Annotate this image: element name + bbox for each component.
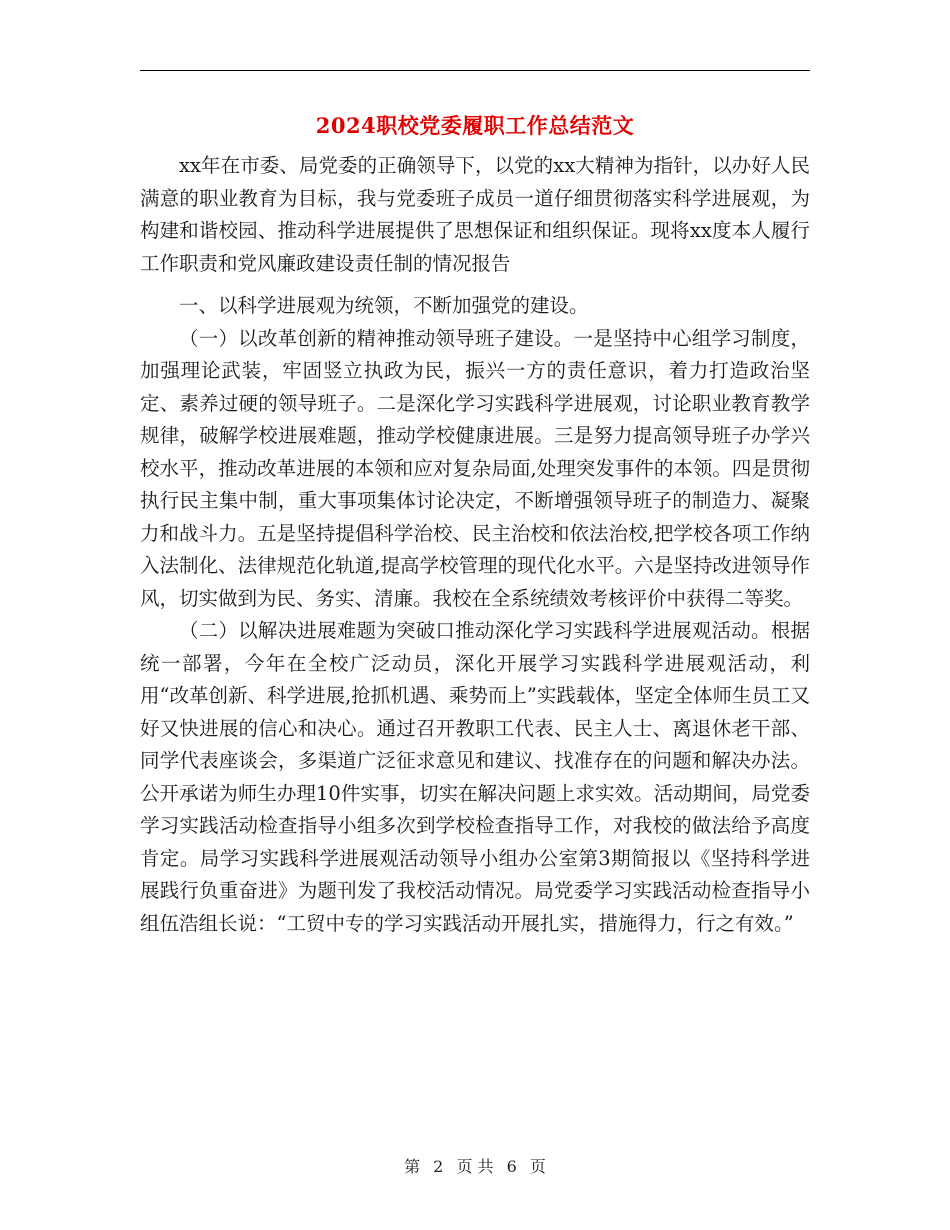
footer-suffix: 页 (529, 1157, 546, 1176)
paragraph-intro: xx年在市委、局党委的正确领导下，以党的xx大精神为指针，以办好人民满意的职业教育为目标，我与党委班子成员一道仔细贯彻落实科学进展观，为构建和谐校园、推动科学进展提供了思想保证和组织保证。现将xx度本人履行工作职责和党风廉政建设责任制的情况报告 (140, 154, 810, 275)
document-title: 2024职校党委履职工作总结范文 (315, 113, 635, 138)
footer-current-page: 2 (433, 1157, 444, 1176)
footer-prefix: 第 (404, 1157, 421, 1176)
document-body (140, 150, 810, 940)
paragraph-subsection-2: （二）以解决进展难题为突破口推动深化学习实践科学进展观活动。根据统一部署，今年在全校广泛动员，深化开展学习实践科学进展观活动，利用“改革创新、科学进展,抢抓机遇、乘势而上”实践载体，坚定全体师生员工又好又快进展的信心和决心。通过召开教职工代表、民主人士、离退休老干部、同学代表座谈会，多渠道广泛征求意见和建议、找准存在的问题和解决办法。公开承诺为师生办理10件实事，切实在解决问题上求实效。活动期间，局党委学习实践活动检查指导小组多次到学校检查指导工作，对我校的做法给予高度肯定。局学习实践科学进展观活动领导小组办公室第3期简报以《坚持科学进展践行负重奋进》为题刊发了我校活动情况。局党委学习实践活动检查指导小组伍浩组长说：“工贸中专的学习实践活动开展扎实，措施得力，行之有效。” (140, 619, 810, 935)
footer-total-pages: 6 (506, 1157, 517, 1176)
page-footer (0, 1154, 950, 1177)
header-rule (140, 70, 810, 71)
paragraph-subsection-1: （一）以改革创新的精神推动领导班子建设。一是坚持中心组学习制度，加强理论武装，牢固竖立执政为民，振兴一方的责任意识，着力打造政治坚定、素养过硬的领导班子。二是深化学习实践科学进展观，讨论职业教育教学规律，破解学校进展难题，推动学校健康进展。三是努力提高领导班子办学兴校水平，推动改革进展的本领和应对复杂局面,处理突发事件的本领。四是贯彻执行民主集中制，重大事项集体讨论决定，不断增强领导班子的制造力、凝聚力和战斗力。五是坚持提倡科学治校、民主治校和依法治校,把学校各项工作纳入法制化、法律规范化轨道,提高学校管理的现代化水平。六是坚持改进领导作风，切实做到为民、务实、清廉。我校在全系统绩效考核评价中获得二等奖。 (140, 326, 810, 610)
footer-middle: 页 共 (456, 1157, 494, 1176)
section-heading-1: 一、以科学进展观为统领，不断加强党的建设。 (179, 294, 589, 317)
